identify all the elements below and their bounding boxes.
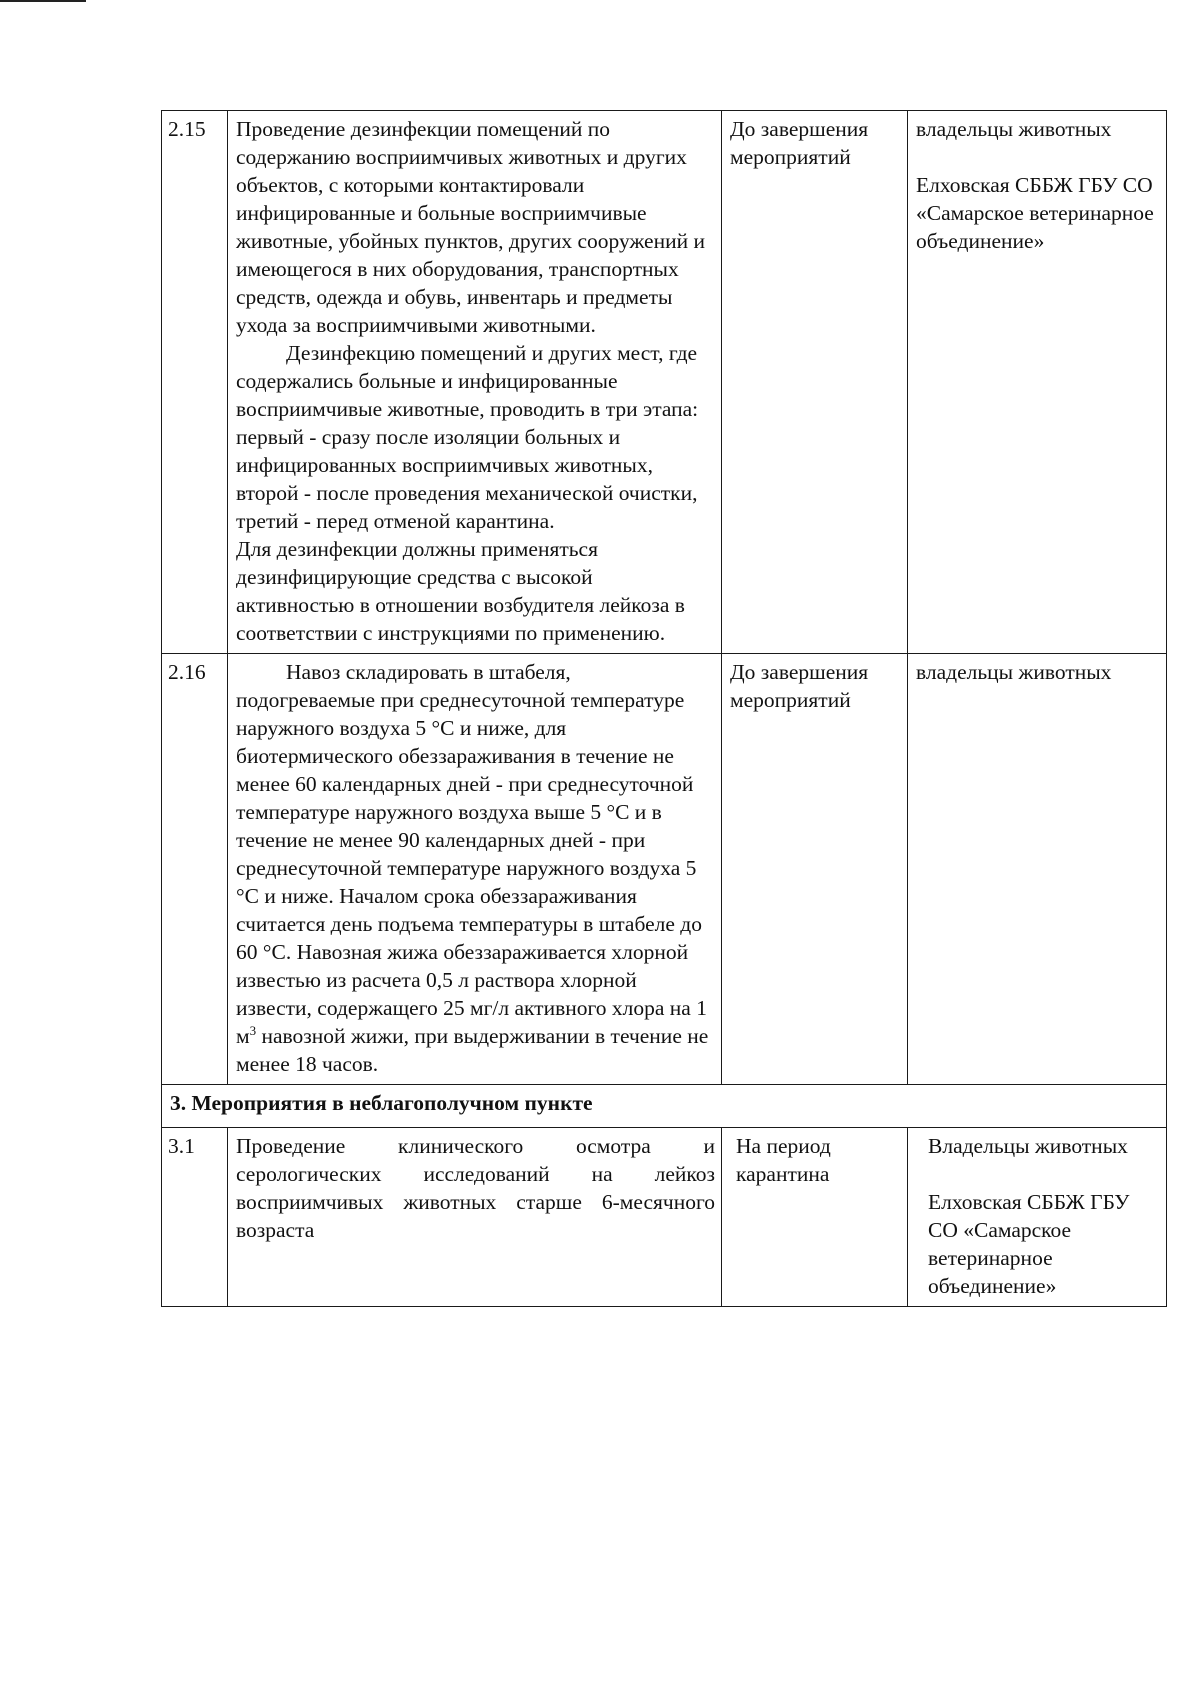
- measure-responsible: [908, 1128, 1167, 1307]
- measure-responsible: [908, 111, 1167, 654]
- responsible-party: владельцы животных: [916, 117, 1112, 141]
- term-text: На период карантина: [736, 1134, 831, 1186]
- superscript: 3: [249, 1022, 257, 1038]
- responsible-party: владельцы животных: [916, 660, 1112, 684]
- row-number: 2.15: [162, 111, 228, 654]
- measures-table: [161, 110, 1167, 1307]
- row-number: 2.16: [162, 654, 228, 1085]
- measure-responsible: [908, 654, 1167, 1085]
- section-title: 3. Мероприятия в неблагополучном пункте: [162, 1085, 1167, 1128]
- row-number: 3.1: [162, 1128, 228, 1307]
- responsible-party: Елховская СББЖ ГБУ СО «Самарское ветеринарное объединение»: [916, 173, 1154, 253]
- measure-paragraph: Проведение дезинфекции помещений по содержанию восприимчивых животных и других объектов, с которыми контактировали инфицированные и больные восприимчивые животные, убойных пунктов, других сооружений и имеющегося в них оборудования, транспортных средств, одежда и обувь, инвентарь и предметы ухода за восприимчивыми животными.: [236, 117, 705, 337]
- responsible-party: Елховская СББЖ ГБУ СО «Самарское ветеринарное объединение»: [928, 1190, 1130, 1298]
- measure-term: [722, 1128, 908, 1307]
- measure-paragraph: Дезинфекцию помещений и других мест, где содержались больные и инфицированные восприимчивые животные, проводить в три этапа: первый - сразу после изоляции больных и инфицированных восприимчивых животных, второй - после проведения механической очистки, третий - перед отменой карантина.: [236, 341, 699, 533]
- measure-paragraph: [236, 658, 715, 1078]
- measure-text-tail: навозной жижи, при выдерживании в течение не менее 18 часов.: [236, 1024, 709, 1076]
- measure-term: До завершения мероприятий: [722, 654, 908, 1085]
- measure-text: Навоз складировать в штабеля, подогреваемые при среднесуточной температуре наружного воздуха 5 °С и ниже, для биотермического обеззараживания в течение не менее 60 календарных дней - при среднесуточной температуре наружного воздуха выше 5 °С и в течение не менее 90 календарных дней - при среднесуточной температуре наружного воздуха 5 °С и ниже. Началом срока обеззараживания считается день подъема температуры в штабеле до 60 °С. Навозная жижа обеззараживается хлорной известью из расчета 0,5 л раствора хлорной извести, содержащего 25 мг/л активного хлора на 1 м: [236, 660, 707, 1048]
- table-row: [162, 111, 1167, 654]
- measure-description: Проведение клинического осмотра и серологических исследований на лейкоз восприимчивых животных старше 6-месячного возраста: [228, 1128, 722, 1307]
- table-row: [162, 654, 1167, 1085]
- top-rule: [0, 0, 86, 2]
- measure-description: [228, 111, 722, 654]
- section-row: [162, 1085, 1167, 1128]
- measure-term: До завершения мероприятий: [722, 111, 908, 654]
- measure-description: [228, 654, 722, 1085]
- measure-paragraph: Для дезинфекции должны применяться дезинфицирующие средства с высокой активностью в отношении возбудителя лейкоза в соответствии с инструкциями по применению.: [236, 537, 685, 645]
- responsible-party: Владельцы животных: [928, 1134, 1128, 1158]
- table-row: [162, 1128, 1167, 1307]
